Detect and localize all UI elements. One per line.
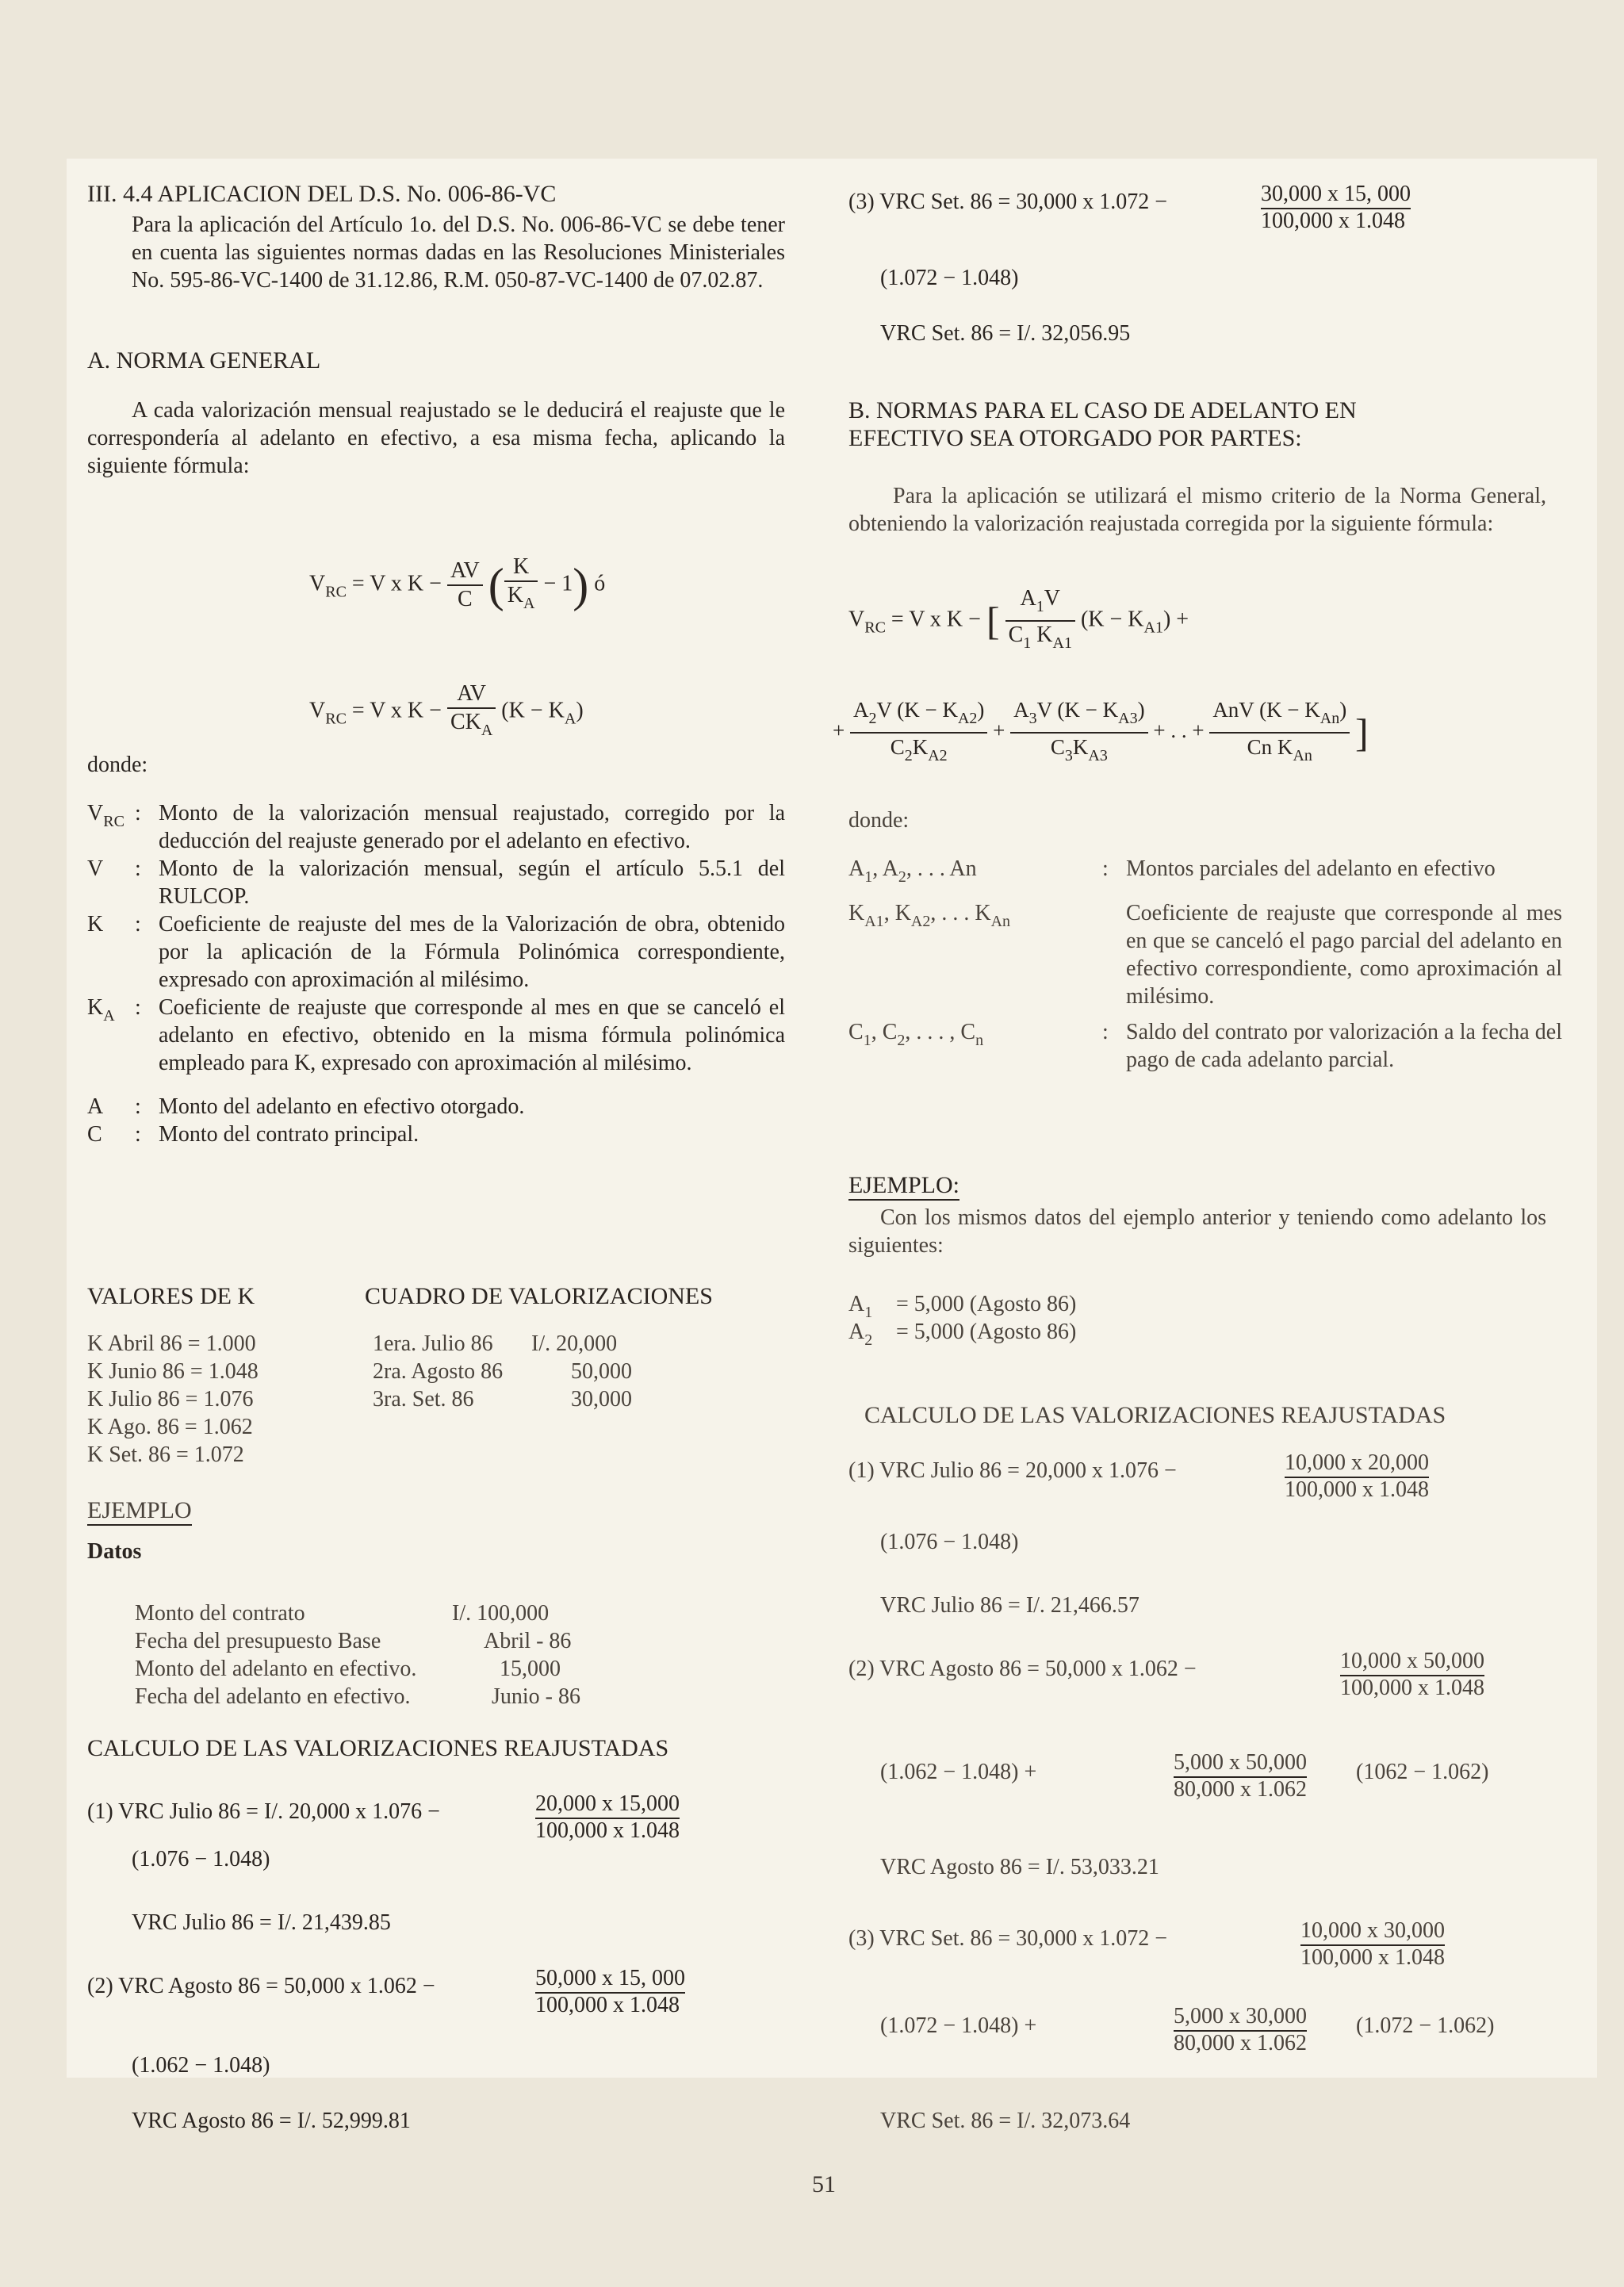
rcalc-2-numerator: 10,000 x 50,000	[1340, 1648, 1484, 1676]
rcalc-2-numerator-2: 5,000 x 50,000	[1174, 1749, 1307, 1778]
valor-k-ago: K Ago. 86 = 1.062	[87, 1415, 253, 1439]
formula-b-line-2: + $\frac{A_2V (K - K_{A2})}{C_2K_{A2}}$ + $\frac{A_3V (K - K_{A3})}{C_3K_{A3}}$ + . . + $\frac{AnV (K - K_{An})}{Cn K_{An}}$ ]	[833, 698, 1369, 764]
section-b-title: B. NORMAS PARA EL CASO DE ADELANTO EN EFECTIVO SEA OTORGADO POR PARTES:	[848, 397, 1357, 451]
definitions-list	[87, 799, 785, 1148]
intro-paragraph: Para la aplicación del Artículo 1o. del D.S. No. 006-86-VC se debe tener en cuenta las siguientes normas dadas en las Resoluciones Ministeriales No. 595-86-VC-1400 de 31.12.86, R.M. 050-87-VC-1400 de 07.02.87.	[132, 213, 785, 293]
adelanto-1-value: = 5,000 (Agosto 86)	[896, 1292, 1077, 1316]
calc-3-result: VRC Set. 86 = I/. 32,056.95	[880, 321, 1131, 346]
def-v: V : Monto de la valorización mensual, según el artículo 5.5.1 del RULCOP.	[87, 856, 785, 909]
valor-k-set: K Set. 86 = 1.072	[87, 1442, 244, 1467]
calc-3-tail: (1.072 − 1.048)	[880, 266, 1019, 290]
def-ka: $K_A$ : Coeficiente de reajuste que corresponde al mes en que se canceló el adelanto en efectivo, obtenido en la misma fórmula polinómica empleado para K, expresado con aproximación al milésimo.	[87, 995, 785, 1075]
rcalc-3-denominator-2: 80,000 x 1.062	[1174, 2031, 1307, 2055]
section-a-paragraph: A cada valorización mensual reajustado se le deducirá el reajuste que le correspondería al adelanto en efectivo, a esa misma fecha, aplicando la siguiente fórmula:	[87, 398, 785, 478]
calculo-title: CALCULO DE LAS VALORIZACIONES REAJUSTADAS	[87, 1735, 669, 1761]
cuadro-label: 1era. Julio 86	[373, 1331, 493, 1356]
def-k: K : Coeficiente de reajuste del mes de la Valorización de obra, obtenido por la aplicación de la Fórmula Polinómica correspondiente, expresado con aproximación al milésimo.	[87, 912, 785, 992]
definitions-list-b	[848, 855, 1562, 1074]
datos-label: Monto del adelanto en efectivo.	[135, 1657, 417, 1681]
rcalc-2-tail-2: (1062 − 1.062)	[1356, 1760, 1489, 1784]
valor-k-abril: K Abril 86 = 1.000	[87, 1331, 256, 1356]
donde-label-b: donde:	[848, 808, 910, 833]
def-c: C : Monto del contrato principal.	[87, 1122, 419, 1147]
rcalc-3-tail: (1.072 − 1.048) +	[880, 2013, 1037, 2038]
datos-value: 15,000	[500, 1657, 561, 1681]
cuadro-value: 50,000	[571, 1359, 632, 1384]
cuadro-label: 2ra. Agosto 86	[373, 1359, 504, 1384]
def-c-parts: $C_1$, $C_2$, . . . , $C_n$ : Saldo del contrato por valorización a la fecha del pago de cada adelanto parcial.	[848, 1020, 1562, 1072]
valores-title: VALORES DE K	[87, 1283, 255, 1309]
ejemplo-b-text: Con los mismos datos del ejemplo anterior y teniendo como adelanto los siguientes:	[848, 1205, 1546, 1258]
donde-label: donde:	[87, 753, 148, 777]
section-b-paragraph: Para la aplicación se utilizará el mismo criterio de la Norma General, obteniendo la valorización reajustada corregida por la siguiente fórmula:	[848, 484, 1546, 536]
rcalc-3-numerator-2: 5,000 x 30,000	[1174, 2003, 1307, 2032]
calc-2-denominator: 100,000 x 1.048	[535, 1993, 680, 2017]
datos-title: Datos	[87, 1539, 142, 1564]
rcalc-3-line: (3) VRC Set. 86 = 30,000 x 1.072 −	[848, 1926, 1168, 1951]
ejemplo-title: EJEMPLO	[87, 1497, 192, 1526]
cuadro-title: CUADRO DE VALORIZACIONES	[365, 1283, 713, 1309]
def-vrc: $V_{RC}$ : Monto de la valorización mensual reajustado, corregido por la deducción del reajuste generado por el adelanto en efectivo.	[87, 801, 785, 853]
cuadro-label: 3ra. Set. 86	[373, 1387, 474, 1412]
datos-label: Fecha del presupuesto Base	[135, 1629, 381, 1653]
rcalc-2-tail: (1.062 − 1.048) +	[880, 1760, 1037, 1784]
rcalc-2-denominator-2: 80,000 x 1.062	[1174, 1777, 1307, 1802]
rcalc-1-denominator: 100,000 x 1.048	[1285, 1477, 1429, 1502]
valor-k-junio: K Junio 86 = 1.048	[87, 1359, 259, 1384]
def-a-parts: $A_1$, $A_2$, . . . An : Montos parciales del adelanto en efectivo	[848, 856, 1496, 886]
calculo-b-title: CALCULO DE LAS VALORIZACIONES REAJUSTADAS	[864, 1402, 1446, 1428]
datos-value: I/. 100,000	[452, 1601, 550, 1626]
adelanto-2-value: = 5,000 (Agosto 86)	[896, 1320, 1077, 1344]
cuadro-value: I/. 20,000	[531, 1331, 618, 1356]
rcalc-1-tail: (1.076 − 1.048)	[880, 1530, 1019, 1554]
rcalc-1-result: VRC Julio 86 = I/. 21,466.57	[880, 1593, 1139, 1618]
formula-2: $V_{RC} = V$ x K − $\frac{AV}{CK_A}$ $(K - K_A)$	[309, 681, 584, 739]
calc-2-numerator: 50,000 x 15, 000	[535, 1965, 685, 1994]
rcalc-3-tail-2: (1.072 − 1.062)	[1356, 2013, 1495, 2038]
datos-value: Abril - 86	[484, 1629, 572, 1653]
rcalc-3-result: VRC Set. 86 = I/. 32,073.64	[880, 2109, 1131, 2133]
def-a: A : Monto del adelanto en efectivo otorgado.	[87, 1094, 525, 1119]
calc-2-line: (2) VRC Agosto 86 = 50,000 x 1.062 −	[87, 1974, 435, 1998]
datos-label: Monto del contrato	[135, 1601, 305, 1626]
adelanto-2: $A_2$	[848, 1320, 873, 1349]
def-ka-parts: $K_{A1}$, $K_{A2}$, . . . $K_{An}$ Coeficiente de reajuste que corresponde al mes en que se canceló el pago parcial del adelanto en efectivo correspondiente, como aproximación al milésimo.	[848, 901, 1562, 1009]
adelanto-1: $A_1$	[848, 1292, 873, 1321]
calc-2-tail: (1.062 − 1.048)	[132, 2053, 270, 2078]
formula-b-line-1: $V_{RC} = V$ x K − [ $\frac{A_1V}{C_1 K_{A1}}$ $(K - K_{A1})$ +	[848, 586, 1189, 652]
rcalc-2-result: VRC Agosto 86 = I/. 53,033.21	[880, 1855, 1159, 1879]
rcalc-1-numerator: 10,000 x 20,000	[1285, 1450, 1429, 1478]
valor-k-julio: K Julio 86 = 1.076	[87, 1387, 254, 1412]
cuadro-value: 30,000	[571, 1387, 632, 1412]
rcalc-3-numerator: 10,000 x 30,000	[1300, 1917, 1445, 1946]
datos-label: Fecha del adelanto en efectivo.	[135, 1684, 411, 1709]
calc-1-tail: (1.076 − 1.048)	[132, 1847, 270, 1871]
calc-1-line: (1) VRC Julio 86 = I/. 20,000 x 1.076 −	[87, 1799, 440, 1824]
calc-1-result: VRC Julio 86 = I/. 21,439.85	[132, 1910, 391, 1935]
rcalc-1-line: (1) VRC Julio 86 = 20,000 x 1.076 −	[848, 1458, 1177, 1483]
section-heading: III. 4.4 APLICACION DEL D.S. No. 006-86-VC	[87, 181, 557, 207]
calc-3-numerator: 30,000 x 15, 000	[1261, 181, 1411, 209]
calc-1-numerator: 20,000 x 15,000	[535, 1791, 680, 1819]
page-number: 51	[812, 2171, 836, 2197]
calc-3-denominator: 100,000 x 1.048	[1261, 209, 1405, 233]
rcalc-2-line: (2) VRC Agosto 86 = 50,000 x 1.062 −	[848, 1657, 1197, 1681]
section-a-title: A. NORMA GENERAL	[87, 347, 321, 374]
rcalc-3-denominator: 100,000 x 1.048	[1300, 1945, 1445, 1970]
formula-1: $V_{RC} = V$ x K − $\frac{AV}{C}$ ( $\frac{K}{K_A}$ − 1) ó	[309, 554, 606, 612]
ejemplo-b-title: EJEMPLO:	[848, 1172, 959, 1201]
rcalc-2-denominator: 100,000 x 1.048	[1340, 1676, 1484, 1700]
calc-1-denominator: 100,000 x 1.048	[535, 1818, 680, 1843]
calc-3-line: (3) VRC Set. 86 = 30,000 x 1.072 −	[848, 190, 1168, 214]
datos-value: Junio - 86	[492, 1684, 580, 1709]
calc-2-result: VRC Agosto 86 = I/. 52,999.81	[132, 2109, 411, 2133]
